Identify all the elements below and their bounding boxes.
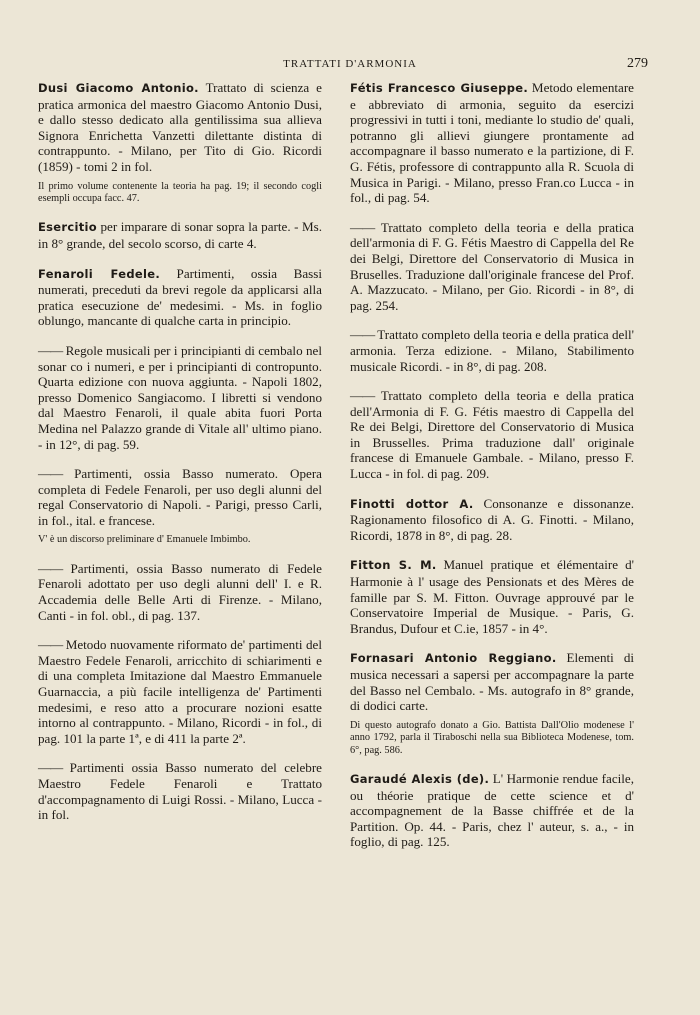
bibliography-entry — [38, 219, 322, 251]
running-title: TRATTATI D'ARMONIA — [283, 58, 417, 70]
running-head — [0, 56, 700, 74]
entry-text: Partimenti, ossia Basso numerato di Fedele Fenaroli adottato per uso degli alunni dell' I. e R. Accademia delle Belle Arti di Firenze. - Milano, Canti - in fol. obl., di pag. 137. — [38, 560, 322, 623]
entry-author: Esercitio — [38, 220, 97, 235]
ditto-dash: —— — [38, 560, 63, 576]
entry-text: Trattato completo della teoria e della pratica dell' armonia. Terza edizione. - Milano, Stabilimento musicale Ricordi. - in 8°, di pag. 208. — [350, 327, 634, 374]
entry-text: Consonanze e dissonanze. Ragionamento filosofico di A. G. Finotti. - Milano, Ricordi, 1878 in 8°, di pag. 28. — [350, 495, 634, 543]
ditto-dash: —— — [350, 219, 375, 235]
ditto-dash: —— — [350, 327, 375, 343]
entry-author: Fétis Francesco Giuseppe. — [350, 81, 529, 95]
entry-text: Metodo nuovamente riformato de' partimenti del Maestro Fedele Fenaroli, arricchito di schiarimenti e di una completa Imitazione dal Maestro Emmanuele Guarnaccia, a più facile intelligenza de' Partimenti medesimi, e reso atto a procurare nozioni esatte intorno al contrappunto. - Milano, Ricordi - in fol., di pag. 101 la parte 1ª, e di 411 la parte 2ª. — [38, 637, 322, 746]
bibliography-entry — [38, 561, 322, 623]
bibliography-entry — [350, 771, 634, 850]
bibliography-entry — [350, 327, 634, 374]
page-number: 279 — [627, 56, 648, 71]
bibliography-entry — [350, 557, 634, 636]
entry-text: Regole musicali per i principianti di cembalo nel sonar co i numeri, e per i principianti di contropunto. Quarta edizione con nuova aggiunta. - Napoli 1802, presso Domenico Sangiacomo. I libretti si vendono dal Maestro Fenaroli, il quale abita fuori Porta Medina nel Palazzo grande di Vitale all' ultimo piano. - in 12°, di pag. 59. — [38, 342, 322, 452]
entry-text: Elementi di musica necessari a sapersi per accompagnare la parte del Basso nel Cembalo. - Ms. autografo in 8° grande, di dodici carte. — [350, 650, 634, 714]
ditto-dash: —— — [38, 760, 63, 776]
bibliography-entry — [38, 760, 322, 822]
bibliography-entry — [38, 637, 322, 746]
ditto-dash: —— — [350, 388, 375, 404]
bibliography-entry — [350, 650, 634, 713]
bibliography-entry — [350, 388, 634, 482]
entry-text: per imparare di sonar sopra la parte. - Ms. in 8° grande, del secolo scorso, di carte 4. — [38, 219, 322, 251]
bibliography-entry — [350, 496, 634, 544]
entry-author: Dusi Giacomo Antonio. — [38, 81, 199, 95]
bibliography-entry — [38, 466, 322, 528]
entry-author: Finotti dottor A. — [350, 496, 474, 511]
footnote: Di questo autografo donato a Gio. Battista Dall'Olio modenese l' anno 1792, parla il Tiraboschi nella sua Biblioteca Modenese, tom. 6°, pag. 586. — [350, 719, 634, 756]
ditto-dash: —— — [38, 637, 63, 653]
entry-text: Trattato completo della teoria e della pratica dell'armonia di F. G. Fétis Maestro di Cappella del Re dei Belgi, Direttore del Conservatorio di Musica in Bruselles. Traduzione dall'originale francese del Prof. A. Mazzucato. - Milano, per Gio. Ricordi - in 8°, di pag. 254. — [350, 219, 634, 313]
entry-author: Fenaroli Fedele. — [38, 266, 160, 281]
entry-text: Trattato completo della teoria e della pratica dell'Armonia di F. G. Fétis maestro di Cappella del Re dei Belgi, Direttore del Conservatorio di Musica in Brusselles. Prima traduzione dall' originale francese di Emanuele Gambale. - Milano, presso F. Lucca - in fol. di pag. 209. — [350, 388, 634, 482]
right-column — [350, 80, 634, 864]
entry-text: Trattato di scienza e pratica armonica del maestro Giacomo Antonio Dusi, e dallo stesso dedicato alla gentilissima sua allieva Signora Enrichetta Vanzetti dilettante distinta di contrappunto. - Milano, per Tito di Gio. Ricordi (1859) - tomi 2 in fol. — [38, 80, 322, 174]
entry-text: Metodo elementare e abbreviato di armonia, seguito da esercizi progressivi in tutti i toni, mediante lo studio de' quali, potranno gli allievi giungere prontamente ad accompagnare il basso numerato e la partizione, di F. G. Fétis, professore di contrappunto alla R. Scuola di Musica in Parigi. - Milano, presso Fran.co Lucca - in fol., di pag. 54. — [350, 80, 634, 206]
entry-text: Partimenti, ossia Basso numerato. Opera completa di Fedele Fenaroli, per uso degli alunni del regal Conservatorio di Napoli. - Parigi, presso Carli, in fol., ital. e francese. — [38, 466, 322, 528]
entry-author: Fitton S. M. — [350, 558, 437, 573]
entry-text: Partimenti ossia Basso numerato del celebre Maestro Fedele Fenaroli e Trattato d'accompagnamento di Luigi Rossi. - Milano, Lucca - in fol. — [38, 760, 322, 823]
bibliography-entry — [38, 80, 322, 175]
ditto-dash: —— — [38, 466, 63, 482]
footnote: Il primo volume contenente la teoria ha pag. 19; il secondo cogli esempli occupa facc. 47. — [38, 180, 322, 204]
footnote: V' è un discorso preliminare d' Emanuele Imbimbo. — [38, 534, 251, 546]
entry-text: L' Harmonie rendue facile, ou théorie pratique de cette science et d' accompagnement de la Basse chiffrée et de la Partition. Op. 44. - Paris, chez l' auteur, s. a., - in foglio, di pag. 125. — [350, 771, 634, 850]
entry-author: Garaudé Alexis (de). — [350, 772, 490, 786]
bibliography-entry — [350, 220, 634, 314]
bibliography-entry — [38, 343, 322, 452]
entry-text: Partimenti, ossia Bassi numerati, preceduti da brevi regole da applicarsi alla pratica esecuzione de' medesimi. - Ms. in foglio oblungo, mancante di qualche carta in principio. — [38, 265, 322, 329]
ditto-dash: —— — [38, 342, 63, 358]
bibliography-entry — [350, 80, 634, 206]
entry-text: Manuel pratique et élémentaire d' Harmonie à l' usage des Pensionats et des Mères de famille par S. M. Fitton. Ouvrage approuvé par le Conservatoire Imperial de Musique. - Paris, G. Brandus, Dufour et C.ie, 1857 - in 4°. — [350, 557, 634, 636]
bibliography-entry — [38, 266, 322, 329]
entry-author: Fornasari Antonio Reggiano. — [350, 651, 557, 666]
left-column — [38, 80, 322, 837]
